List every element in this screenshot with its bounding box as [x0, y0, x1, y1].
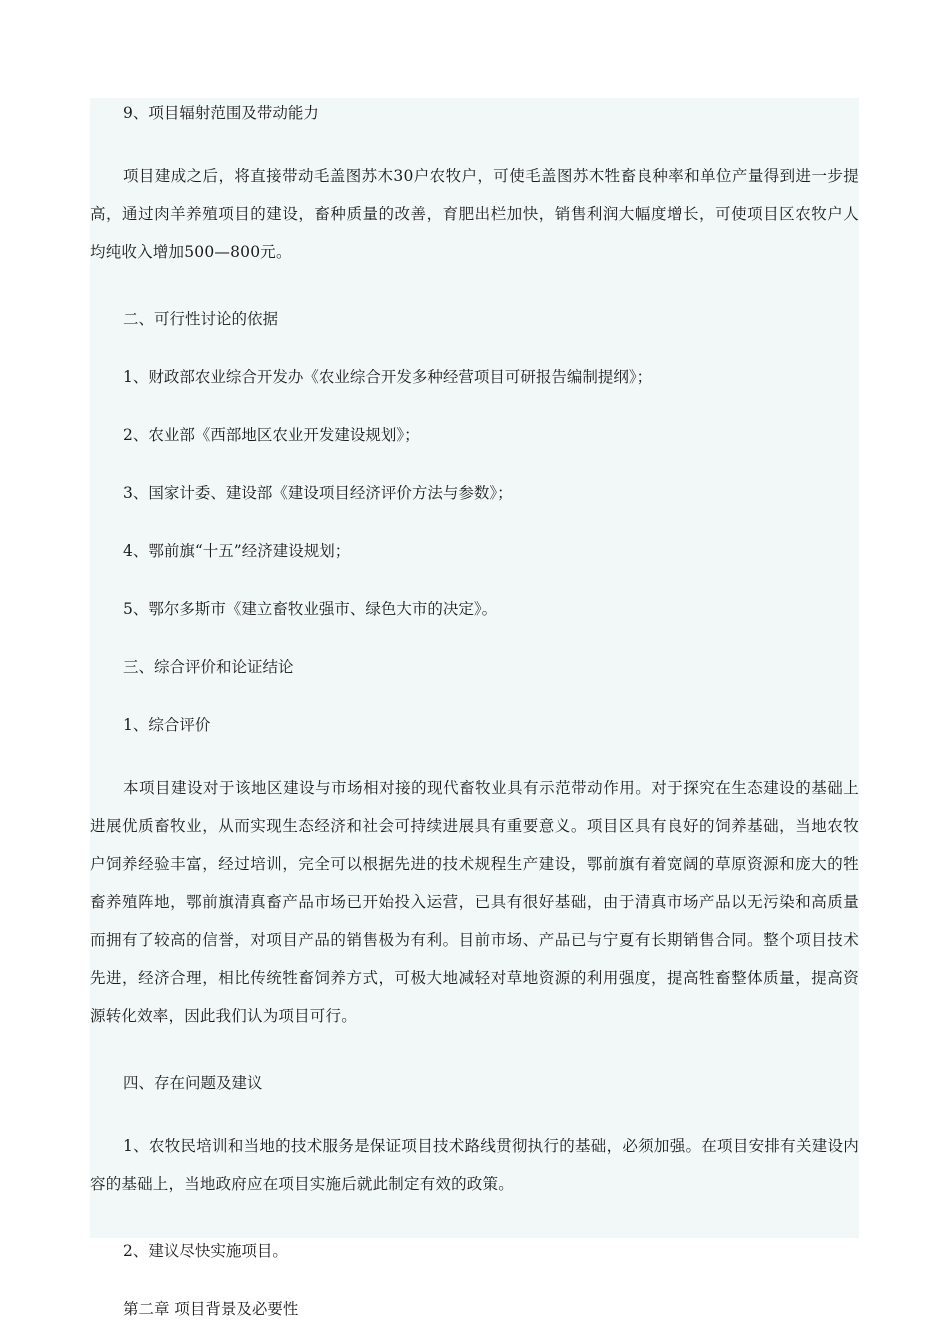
- basis-item-1: 1、财政部农业综合开发办《农业综合开发多种经营项目可研报告编制提纲》；: [123, 368, 653, 386]
- part-3-title: 三、综合评价和论证结论: [123, 658, 294, 676]
- basis-item-2: 2、农业部《西部地区农业开发建设规划》；: [123, 426, 420, 444]
- part-3-text: 本项目建设对于该地区建设与市场相对接的现代畜牧业具有示范带动作用。对于探究在生态建设的基础上进展优质畜牧业，从而实现生态经济和社会可持续进展具有重要意义。项目区具有良好的饲养基础，当地农牧户饲养经验丰富，经过培训，完全可以根据先进的技术规程生产建设，鄂前旗有着宽阔的草原资源和庞大的牲畜养殖阵地，鄂前旗清真畜产品市场已开始投入运营，已具有很好基础，由于清真市场产品以无污染和高质量而拥有了较高的信誉，对项目产品的销售极为有利。目前市场、产品已与宁夏有长期销售合同。整个项目技术先进，经济合理，相比传统牲畜饲养方式，可极大地减轻对草地资源的利用强度，提高牲畜整体质量，提高资源转化效率，因此我们认为项目可行。: [90, 779, 859, 1025]
- section-9-title: 9、项目辐射范围及带动能力: [123, 104, 319, 122]
- basis-item-4: 4、鄂前旗“十五”经济建设规划；: [123, 542, 351, 560]
- basis-item-5: 5、鄂尔多斯市《建立畜牧业强市、绿色大市的决定》。: [123, 600, 498, 618]
- part-4-item-1: 1、农牧民培训和当地的技术服务是保证项目技术路线贯彻执行的基础，必须加强。在项目安排有关建设内容的基础上，当地政府应在项目实施后就此制定有效的政策。: [90, 1137, 859, 1193]
- basis-item-3: 3、国家计委、建设部《建设项目经济评价方法与参数》；: [123, 484, 513, 502]
- part-4-title: 四、存在问题及建议: [123, 1074, 263, 1092]
- part-4-item-2: 2、建议尽快实施项目。: [123, 1242, 288, 1260]
- chapter-2-title: 第二章 项目背景及必要性: [123, 1300, 299, 1318]
- part-3-subtitle: 1、综合评价: [123, 716, 211, 734]
- part-2-title: 二、可行性讨论的依据: [123, 310, 279, 328]
- section-9-text: 项目建成之后，将直接带动毛盖图苏木30户农牧户，可使毛盖图苏木牲畜良种率和单位产量得到进一步提高，通过肉羊养殖项目的建设，畜种质量的改善，育肥出栏加快，销售利润大幅度增长，可使项目区农牧户人均纯收入增加500—800元。: [90, 167, 859, 261]
- document-body: [90, 98, 859, 1323]
